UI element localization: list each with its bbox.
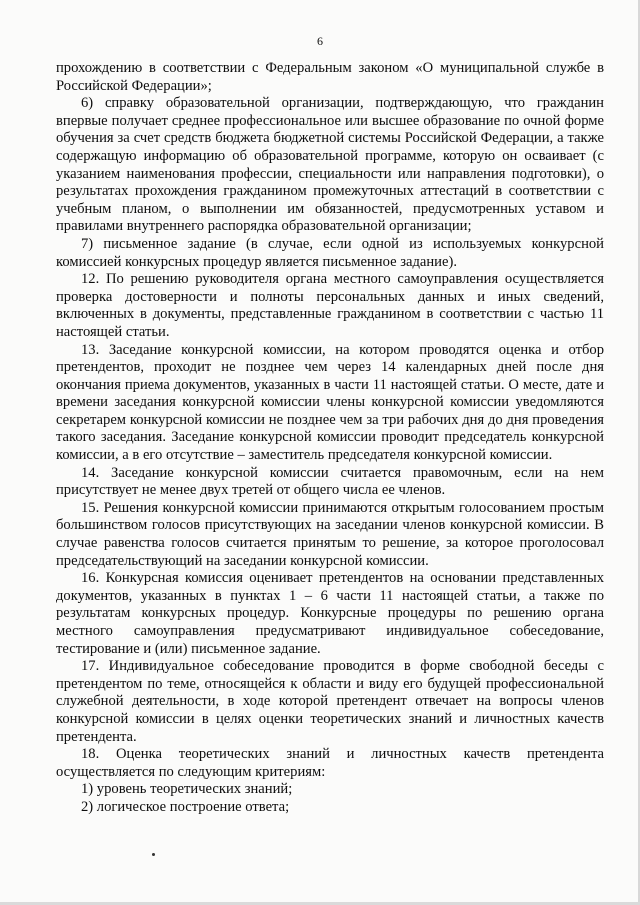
paragraph: 15. Решения конкурсной комиссии принимаются открытым голосованием простым большинством голосов присутствующих на заседании членов конкурсной комиссии. В случае равенства голосов считается принятым то решение, за которое проголосовал председательствующий на заседании конкурсной комиссии. — [56, 499, 604, 569]
paragraph: 1) уровень теоретических знаний; — [81, 781, 293, 798]
scan-speck — [152, 853, 155, 856]
paragraph: 14. Заседание конкурсной комиссии считается правомочным, если на нем присутствует не менее двух третей от общего числа ее членов. — [56, 464, 604, 499]
paragraph: 13. Заседание конкурсной комиссии, на котором проводятся оценка и отбор претендентов, проходит не позднее чем через 14 календарных дней после дня окончания приема документов, указанных в части 11 настоящей статьи. О месте, дате и времени заседания конкурсной комиссии члены конкурсной комиссии уведомляются секретарем конкурсной комиссии не позднее чем за три рабочих дня до дня проведения такого заседания. Заседание конкурсной комиссии проводит председатель конкурсной комиссии, а в его отсутствие – заместитель председателя конкурсной комиссии. — [56, 341, 604, 464]
paragraph: 2) логическое построение ответа; — [81, 798, 290, 815]
paragraph: 6) справку образовательной организации, подтверждающую, что гражданин впервые получает среднее профессиональное или высшее образование по очной форме обучения за счет средств бюджета бюджетной системы Российской Федерации, а также содержащую информацию об образовательной программе, которую он осваивает (с указанием наименования профессии, специальности или направления подготовки), о результатах прохождения гражданином промежуточных аттестаций в соответствии с учебным планом, о выполнении им обязанностей, предусмотренных уставом и правилами внутреннего распорядка образовательной организации; — [56, 95, 604, 235]
paragraph: 16. Конкурсная комиссия оценивает претендентов на основании представленных документов, указанных в пунктах 1 – 6 части 11 настоящей статьи, а также по результатам конкурсных процедур. Конкурсные процедуры по решению органа местного самоуправления предусматривают индивидуальное собеседование, тестирование и (или) письменное задание. — [56, 570, 604, 657]
paragraph: прохождению в соответствии с Федеральным законом «О муниципальной службе в Российской Федерации»; — [56, 60, 604, 94]
page-number: 6 — [317, 34, 323, 48]
document-body — [56, 60, 604, 817]
paragraph: 17. Индивидуальное собеседование проводится в форме свободной беседы с претендентом по теме, относящейся к области и виду его будущей профессиональной служебной деятельности, в ходе которой претендент отвечает на вопросы членов конкурсной комиссии в целях оценки теоретических знаний и личностных качеств претендента. — [56, 658, 604, 745]
paragraph: 18. Оценка теоретических знаний и личностных качеств претендента осуществляется по следующим критериям: — [56, 746, 604, 780]
paragraph: 12. По решению руководителя органа местного самоуправления осуществляется проверка достоверности и полноты персональных данных и иных сведений, включенных в документы, представленные гражданином в соответствии с частью 11 настоящей статьи. — [56, 271, 604, 340]
paragraph: 7) письменное задание (в случае, если одной из используемых конкурсной комиссией конкурсных процедур является письменное задание). — [56, 235, 604, 270]
